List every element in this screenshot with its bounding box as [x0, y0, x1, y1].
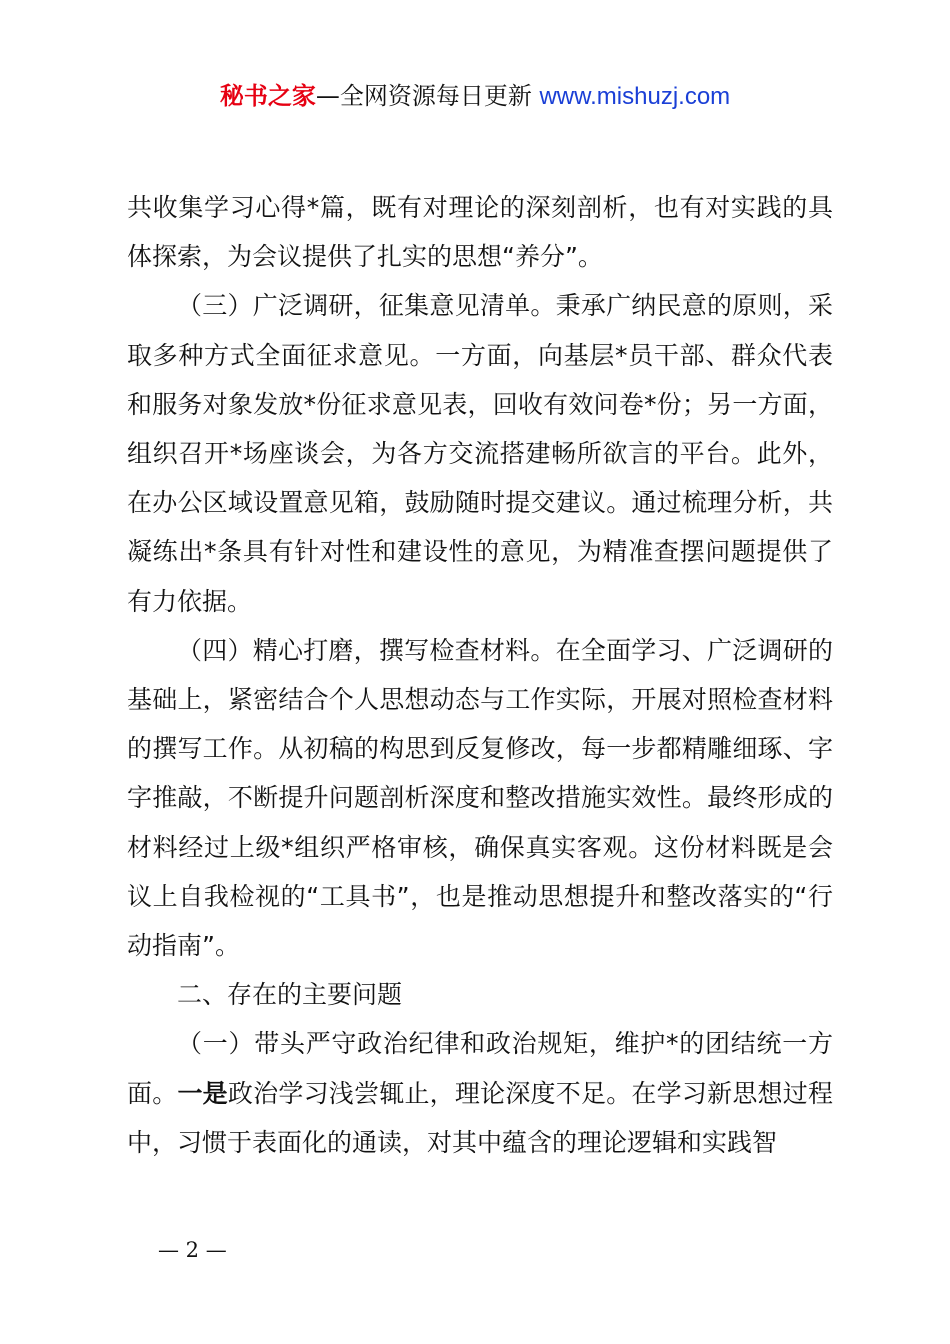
paragraph-section-3: （三）广泛调研，征集意见清单。秉承广纳民意的原则，采取多种方式全面征求意见。一方面，向基层*员干部、群众代表和服务对象发放*份征求意见表，回收有效问卷*份；另一方面，组织召开*场座谈会，为各方交流搭建畅所欲言的平台。此外，在办公区域设置意见箱，鼓励随时提交建议。通过梳理分析，共凝练出*条具有针对性和建设性的意见，为精准查摆问题提供了有力依据。 [127, 291, 833, 616]
problem-1-text: 政治学习浅尝辄止，理论深度不足。在学习新思想过程中，习惯于表面化的通读，对其中蕴含的理论逻辑和实践智 [127, 1078, 833, 1157]
paragraph-continued: 共收集学习心得*篇，既有对理论的深刻剖析，也有对实践的具体探索，为会议提供了扎实的思想“养分”。 [127, 193, 833, 272]
paragraph-problem-1 [127, 1019, 833, 1167]
header-brand: 秘书之家 [219, 82, 316, 110]
document-body [127, 183, 833, 1167]
page-number: — 2 — [158, 1238, 227, 1262]
header-slogan: —全网资源每日更新 [315, 82, 532, 110]
problem-1-heading: （一）带头严守政治纪律和政治规矩，维护*的团结统一方面。 [127, 1029, 833, 1108]
page-header [0, 80, 950, 113]
header-site-link[interactable]: www.mishuzj.com [539, 83, 731, 110]
problem-1-bold-lead: 一是 [177, 1078, 228, 1108]
paragraph-section-4: （四）精心打磨，撰写检查材料。在全面学习、广泛调研的基础上，紧密结合个人思想动态与工作实际，开展对照检查材料的撰写工作。从初稿的构思到反复修改，每一步都精雕细琢、字字推敲，不断提升问题剖析深度和整改措施实效性。最终形成的材料经过上级*组织严格审核，确保真实客观。这份材料既是会议上自我检视的“工具书”，也是推动思想提升和整改落实的“行动指南”。 [127, 635, 833, 961]
heading-main-problems: 二、存在的主要问题 [177, 980, 403, 1010]
